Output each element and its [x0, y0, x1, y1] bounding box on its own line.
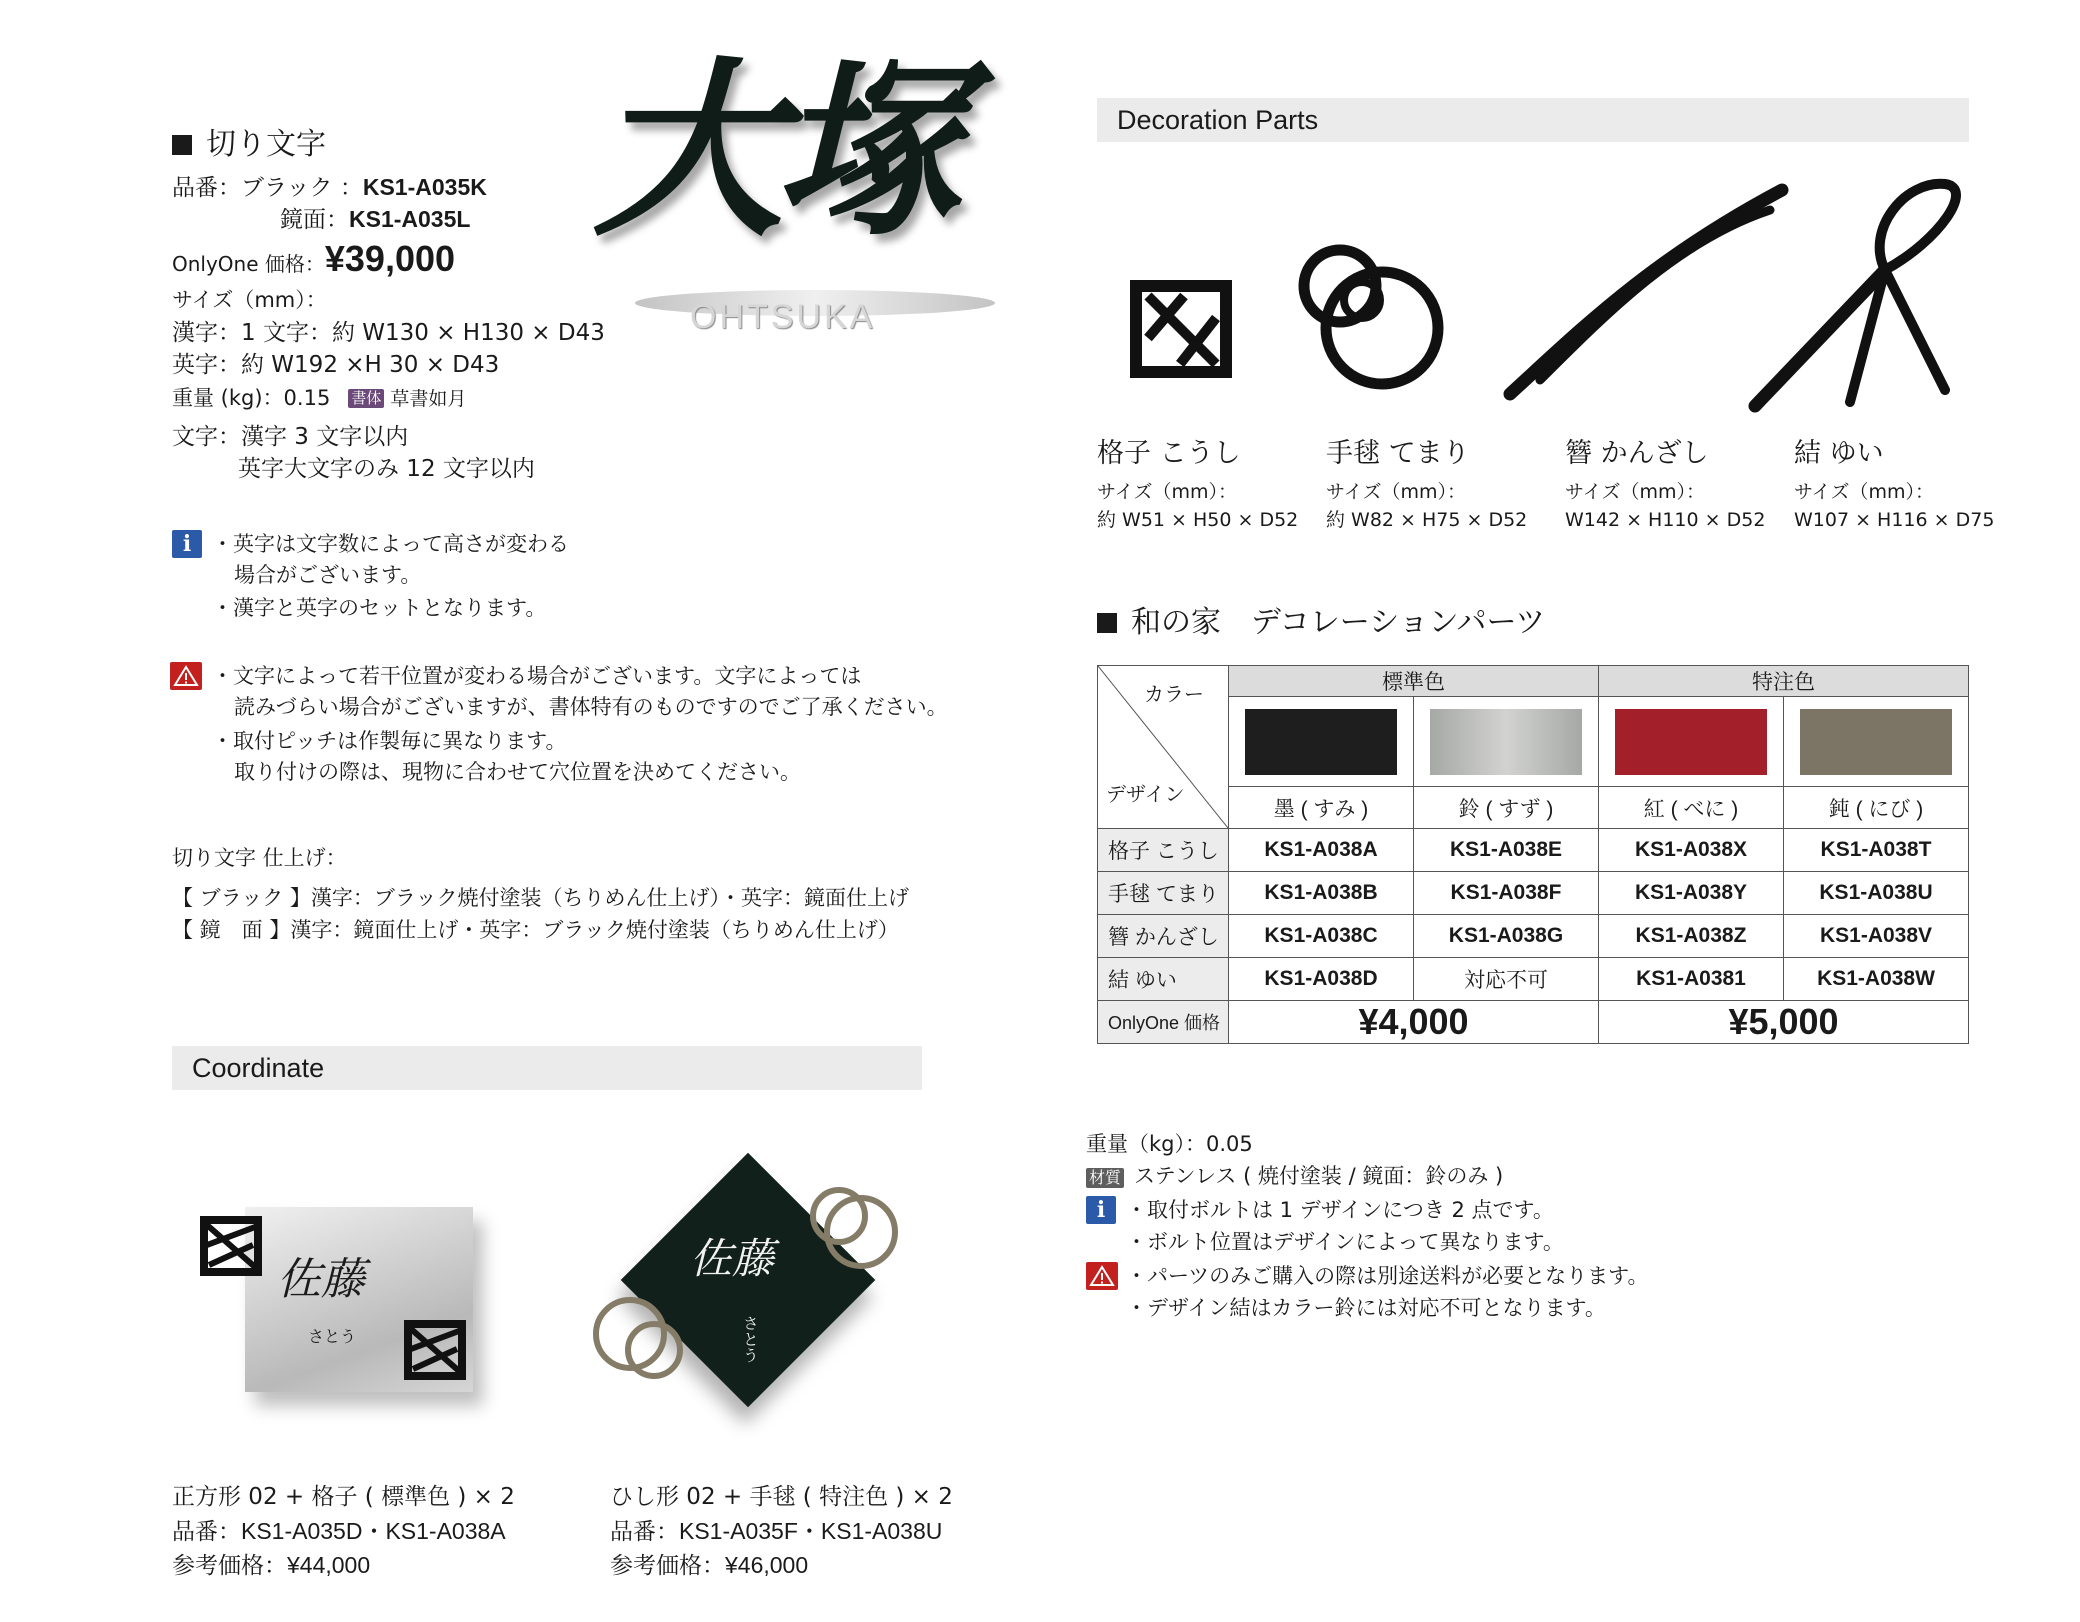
part-size-label: サイズ（mm）：	[1565, 481, 1705, 503]
info-note-2: ・漢字と英字のセットとなります。	[212, 596, 547, 620]
part-name-temari: 手毬 てまり	[1326, 438, 1470, 469]
color-swatch-sumi	[1245, 709, 1397, 775]
part-size-yui: W107 × H116 × D75	[1794, 509, 1995, 531]
coordinate-1-code: 品番：KS1-A035D・KS1-A038A	[172, 1518, 506, 1544]
color-swatch-nibi	[1800, 709, 1952, 775]
chars-line-1: 文字：漢字 3 文字以内	[172, 424, 409, 450]
part-name-lattice: 格子 こうし	[1097, 438, 1241, 469]
size-kanji: 漢字：1 文字：約 W130 × H130 × D43	[172, 320, 605, 346]
code-cell: KS1-A038U	[1784, 872, 1969, 915]
finish-line-2: 【 鏡 面 】漢字：鏡面仕上げ・英字：ブラック焼付塗装（ちりめん仕上げ）	[172, 918, 899, 942]
warn-note-1a: ・文字によって若干位置が変わる場合がございます。文字によっては	[212, 664, 862, 688]
coordinate-2-name: ひし形 02 + 手毬 ( 特注色 ) × 2	[610, 1484, 953, 1510]
price-standard: ¥4,000	[1229, 1001, 1599, 1044]
material-tag-icon: 材質	[1086, 1168, 1124, 1188]
swatch-cell	[1599, 697, 1784, 787]
coordinate-2-code: 品番：KS1-A035F・KS1-A038U	[610, 1518, 943, 1544]
temari-icon	[1290, 240, 1460, 400]
price-custom: ¥5,000	[1599, 1001, 1969, 1044]
item-code-mirror: 鏡面：KS1-A035L	[280, 206, 471, 233]
plate-kana: さとう	[308, 1327, 357, 1346]
code-cell: KS1-A038V	[1784, 915, 1969, 958]
code-cell: KS1-A038X	[1599, 829, 1784, 872]
plate-name: 佐藤	[690, 1234, 775, 1283]
item-code-black: 品番：ブラック ：KS1-A035K	[172, 174, 487, 201]
parts-material: 材質 ステンレス ( 焼付塗装 / 鏡面：鈴のみ )	[1086, 1164, 1503, 1188]
part-size-label: サイズ（mm）：	[1326, 481, 1466, 503]
swatch-cell	[1229, 697, 1414, 787]
color-name: 紅 ( べに )	[1599, 787, 1784, 829]
section-title: 切り文字	[172, 128, 326, 163]
temari-icon	[805, 1180, 905, 1276]
part-size-lattice: 約 W51 × H50 × D52	[1097, 509, 1299, 531]
code-cell: KS1-A038W	[1784, 958, 1969, 1001]
font-tag-icon: 書体	[348, 389, 384, 408]
code-cell: KS1-A038C	[1229, 915, 1414, 958]
coordinate-2-price: 参考価格：¥46,000	[610, 1552, 809, 1578]
warn-note-2a: ・取付ピッチは作製毎に異なります。	[212, 729, 567, 753]
coordinate-1-price: 参考価格：¥44,000	[172, 1552, 371, 1578]
corner-design-label: デザイン	[1106, 784, 1185, 806]
color-swatch-suzu	[1430, 709, 1582, 775]
ohtsuka-sign-image	[585, 40, 1025, 370]
square-bullet-icon	[172, 135, 192, 155]
decoration-header: Decoration Parts	[1097, 98, 1969, 142]
coordinate-image-diamond	[590, 1150, 920, 1450]
parts-warn-2: ・デザイン結はカラー鈴には対応不可となります。	[1126, 1296, 1606, 1320]
group-standard: 標準色	[1229, 666, 1599, 697]
lattice-icon	[403, 1319, 467, 1381]
group-custom: 特注色	[1599, 666, 1969, 697]
table-title: 和の家 デコレーションパーツ	[1097, 606, 1545, 641]
code-cell: KS1-A038E	[1414, 829, 1599, 872]
price-row	[1098, 1001, 1969, 1044]
code-cell: KS1-A038Y	[1599, 872, 1784, 915]
parts-weight: 重量（kg）：0.05	[1086, 1132, 1253, 1156]
square-bullet-icon	[1097, 613, 1117, 633]
warning-icon	[1086, 1262, 1118, 1290]
price-label: OnlyOne 価格	[1098, 1001, 1229, 1044]
swatch-cell	[1784, 697, 1969, 787]
lattice-icon	[1128, 278, 1238, 378]
plate-kana: さとう	[740, 1315, 760, 1363]
part-size-label: サイズ（mm）：	[1097, 481, 1237, 503]
parts-table	[1097, 665, 1969, 1044]
table-row	[1098, 872, 1969, 915]
coordinate-image-square	[195, 1195, 475, 1445]
row-label: 簪 かんざし	[1098, 915, 1229, 958]
table-row	[1098, 829, 1969, 872]
code-cell: KS1-A038D	[1229, 958, 1414, 1001]
code-cell: 対応不可	[1414, 958, 1599, 1001]
row-label: 結 ゆい	[1098, 958, 1229, 1001]
coordinate-header: Coordinate	[172, 1046, 922, 1090]
size-label: サイズ（mm）：	[172, 288, 327, 312]
parts-info-2: ・ボルト位置はデザインによって異なります。	[1126, 1230, 1564, 1254]
corner-color-label: カラー	[1144, 684, 1204, 706]
lattice-icon	[199, 1215, 263, 1277]
warn-note-1b: 読みづらい場合がございますが、書体特有のものですのでご了承ください。	[234, 695, 948, 719]
weight-line: 重量 (kg)：0.15 書体 草書如月	[172, 386, 467, 410]
info-icon: i	[1086, 1196, 1116, 1224]
table-row	[1098, 915, 1969, 958]
finish-title: 切り文字 仕上げ：	[172, 846, 347, 870]
size-eng: 英字：約 W192 ×H 30 × D43	[172, 352, 500, 378]
warning-icon	[170, 662, 202, 690]
row-label: 格子 こうし	[1098, 829, 1229, 872]
temari-icon	[590, 1290, 690, 1386]
part-size-kanzashi: W142 × H110 × D52	[1565, 509, 1766, 531]
finish-line-1: 【 ブラック 】漢字：ブラック焼付塗装（ちりめん仕上げ）・英字：鏡面仕上げ	[172, 886, 910, 910]
part-size-temari: 約 W82 × H75 × D52	[1326, 509, 1528, 531]
color-swatch-beni	[1615, 709, 1767, 775]
code-cell: KS1-A038F	[1414, 872, 1599, 915]
row-label: 手毬 てまり	[1098, 872, 1229, 915]
color-name: 墨 ( すみ )	[1229, 787, 1414, 829]
sign-roman: OHTSUKA	[690, 298, 876, 336]
warn-note-2b: 取り付けの際は、現物に合わせて穴位置を決めてください。	[234, 760, 801, 784]
parts-info-1: ・取付ボルトは 1 デザインにつき 2 点です。	[1126, 1198, 1554, 1222]
coordinate-1-name: 正方形 02 + 格子 ( 標準色 ) × 2	[172, 1484, 515, 1510]
part-name-yui: 結 ゆい	[1794, 438, 1884, 469]
chars-line-2: 英字大文字のみ 12 文字以内	[238, 456, 535, 482]
info-icon: i	[172, 530, 202, 558]
code-cell: KS1-A038T	[1784, 829, 1969, 872]
code-cell: KS1-A038G	[1414, 915, 1599, 958]
table-corner	[1098, 666, 1229, 829]
code-cell: KS1-A038B	[1229, 872, 1414, 915]
yui-icon	[1735, 170, 1975, 420]
plate-name: 佐藤	[277, 1254, 365, 1305]
swatch-cell	[1414, 697, 1599, 787]
info-note-1a: ・英字は文字数によって高さが変わる	[212, 532, 569, 556]
parts-warn-1: ・パーツのみご購入の際は別途送料が必要となります。	[1126, 1264, 1649, 1288]
sign-kanji: 大塚	[593, 39, 954, 262]
info-note-1b: 場合がございます。	[234, 563, 422, 587]
part-name-kanzashi: 簪 かんざし	[1565, 438, 1709, 469]
color-name: 鈴 ( すず )	[1414, 787, 1599, 829]
table-row	[1098, 958, 1969, 1001]
code-cell: KS1-A0381	[1599, 958, 1784, 1001]
code-cell: KS1-A038A	[1229, 829, 1414, 872]
color-name: 鈍 ( にび )	[1784, 787, 1969, 829]
price-line: OnlyOne 価格：¥39,000	[172, 238, 456, 279]
code-cell: KS1-A038Z	[1599, 915, 1784, 958]
part-size-label: サイズ（mm）：	[1794, 481, 1934, 503]
